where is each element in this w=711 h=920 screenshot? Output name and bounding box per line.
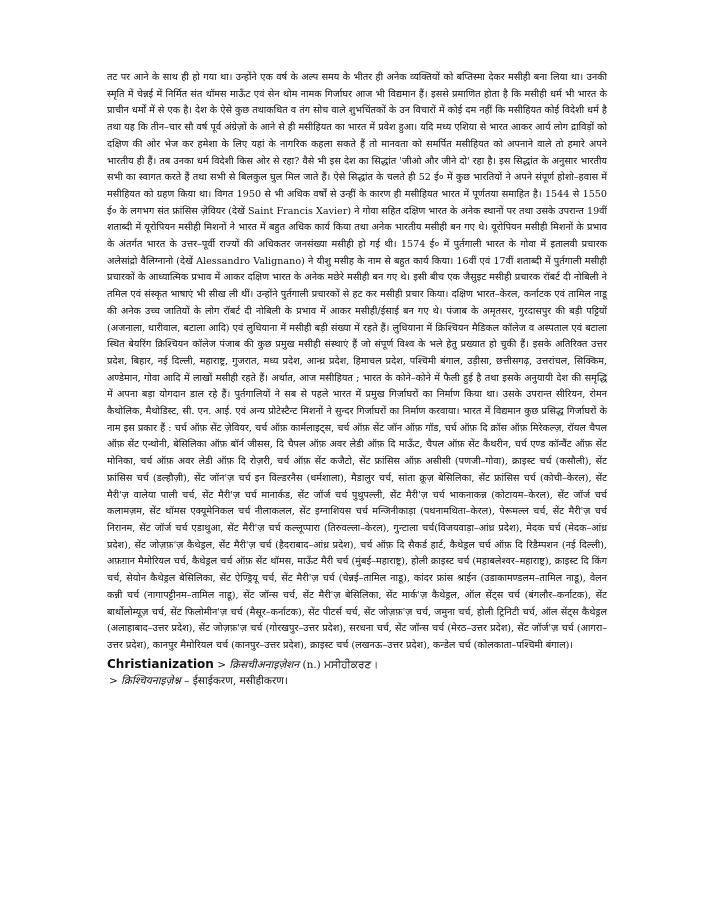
subentry-marker: > [109, 674, 118, 687]
subentry-transliteration: क्रिश्चियनाइज़ेश्न [121, 674, 181, 687]
dictionary-page [107, 70, 607, 689]
dictionary-entry [107, 656, 607, 673]
subentry-separator: – [184, 674, 190, 687]
entry-marker: > [217, 658, 227, 671]
entry-gloss: ਮਸੀਹੀਕਰਣ। [324, 658, 379, 671]
dictionary-subentry [107, 673, 607, 689]
subentry-gloss: ईसाईकरण, मसीहीकरण। [192, 674, 288, 687]
entry-headword: Christianization [107, 656, 214, 671]
entry-transliteration: क्रिसचीअनाइज़ेशन [229, 658, 300, 671]
body-paragraph: तट पर आने के साथ ही हो गया था। उन्होंने एक वर्ष के अल्प समय के भीतर ही अनेक व्यक्तियों को बप्तिस्मा देकर मसीही बना लिया था। उनकी स्मृति में चेन्नई में निर्मित संत थॉमस माऊँट एवं सेन थोम नामक गिर्जाघर आज भी विद्यमान हैं। इससे प्रमाणित होता है कि मसीही धर्म भी भारत के प्राचीन धर्मों में से एक है। देश के ऐसे कुछ तथाकथित व तंग सोच वाले शुभचिंतकों के उन विचारों में कोई दम नहीं कि मसीहियत कोई विदेशी धर्म है तथा यह कि तीन–चार सौ वर्ष पूर्व अंग्रेज़ों के आने से ही मसीहियत का भारत में प्रवेश हुआ। यदि मध्य एशिया से भारत आकर आर्य लोग द्राविड़ों को दक्षिण की ओर भेज कर हमेशा के लिए यहां के नागरिक कहला सकते हैं तो मानवता को समर्पित मसीहियत को अपनाने वाले तो हमारे अपने भारतीय ही हैं। तब उनका धर्म विदेशी किस ओर से रहा? वैसे भी इस देश का सिद्धांत 'जीओ और जीने दो' रहा है। इस सिद्धांत के अनुसार भारतीय सभी का स्वागत करते हैं तथा सभी से बिलकुल घुल मिल जाते हैं। ऐसे सिद्धांत के चलते ही 52 ई० में कुछ भारतियों ने अपने संपूर्ण होशो–हवास में मसीहियत को ग्रहण किया था। विगत 1950 से भी अधिक वर्षों से उन्हीं के कारण ही मसीहियत भारत में पूर्णतया समाहित है। 1544 से 1550 ई० के लगभग संत फ्रांसिस ज़ेवियर (देखें Saint Francis Xavier) ने गोवा सहित दक्षिण भारत के अनेक स्थानों पर तथा उसके उपरान्त 19वीं शताब्दी में यूरोपियन मसीही मिशनों ने भारत में बहुत अधिक कार्य किया तथा अनेक भारतीय मसीही बन गए थे। यूरोपियन मसीही मिशनों के प्रभाव के अंतर्गत भारत के उत्तर–पूर्वी राज्यों की अधिकतर जनसंख्या मसीही हो गई थी। 1574 ई० में पुर्तगाली भारत के गोवा में इतालवी प्रचारक अलेसांद्रो वैलिग्नानो (देखें Alessandro Valignano) ने यीशु मसीह के नाम से बहुत कार्य किया। 16वीं एवं 17वीं शताब्दी में पुर्तगाली मसीही प्रचारकों के आध्यात्मिक प्रभाव में आकर दक्षिण भारत के अनेक मछेरे मसीही बन गए थे। इसी बीच एक जैसुइट मसीही प्रचारक रॉबर्ट दी नोबिली ने तमिल एवं संस्कृत भाषाएं भी सीख ली थीं। उन्होंने पुर्तगाली प्रचारकों से हट कर मसीही प्रचार किया। दक्षिण भारत–केरल, कर्नाटक एवं तामिल नाडू की अनेक उच्च जातियों के लोग रॉबर्ट दी नोबिली के प्रभाव में आकर मसीही/ईसाई बन गए थे। पंजाब के अमृतसर, गुरदासपुर की बड़ी पट्टियों (अजनाला, धारीवाल, बटाला आदि) एवं लुधियाना में मसीही बड़ी संख्या में रहते हैं। लुधियाना में क्रिश्चियन मैडिकल कॉलेज व अस्पताल एवं बटाला स्थित बेयरिंग क्रिश्चियन कॉलेज पंजाब की कुछ प्रमुख मसीही संस्थाएं हैं जो संपूर्ण विश्व के भले हेतु प्रख्यात हो चुकी हैं। इसके अतिरिक्त उत्तर प्रदेश, बिहार, नई दिल्ली, महाराष्ट्र, गुजरात, मध्य प्रदेश, आन्ध्र प्रदेश, हिमाचल प्रदेश, पश्चिमी बंगाल, उड़ीसा, छत्तीसगढ़, उत्तरांचल, सिक्किम, अण्डेमान, गोवा आदि में लाखों मसीही रहते हैं। अर्थात, आज मसीहियत ; भारत के कोने–कोने में फैली हुई है तथा इसके अनुयायी देश की समृद्धि में अपना बड़ा योगदान डाल रहे हैं। पुर्तगालियों ने सब से पहले भारत में प्रमुख गिर्जाघरों का निर्माण किया था। उसके उपरान्त सीरियन, रोमन कैथोलिक, मैथोडिस्ट, सी. एन. आई. एवं अन्य प्रोटेस्टैन्ट मिशनों ने सुन्दर गिर्जाघरों का निर्माण करवाया। भारत में विद्यमान कुछ प्रसिद्ध गिर्जाघरों के नाम इस प्रकार हैं : चर्च ऑफ़ सेंट ज़ेवियर, चर्च ऑफ़ कार्मलाइट्स, चर्च ऑफ़ सेंट जॉन ऑफ़ गॉड, चर्च ऑफ़ दि क्रॉस ऑफ़ मिरेकल्ज़, रॉयल चैपल ऑफ़ सेंट एन्थोनी, बेसिलिका ऑफ़ बॉर्न जीसस, दि चैपल ऑफ़ अवर लेडी ऑफ़ दि माऊँट, चैपल ऑफ़ सेंट कैथरीन, चर्च एण्ड कॉन्वैंट ऑफ़ सेंट मोनिका, चर्च ऑफ़ अवर लेडी ऑफ़ दि रोज़री, चर्च ऑफ़ सेंट कजैटो, सेंट फ्रांसिस ऑफ़ असीसी (पणजी–गोवा), क्राइस्ट चर्च (कसौली), सेंट फ्रांसिस चर्च (डल्हौज़ी), सेंट जॉन'ज़ चर्च इन विल्डरनैस (धर्मशाला), मैडालुर चर्च, सांता क्रूज़ बेसिलिका, सेंट फ्रांसिस चर्च (कोची–केरल), सेंट मैरी'ज़ वालेया पाली चर्च, सेंट मैरी'ज़ चर्च मानार्कड, सेंट जॉर्ज चर्च पुथुपल्ली, सेंट मैरी'ज़ चर्च भाकनाकन्न (कोटायम–केरल), सेंट जॉर्ज चर्च कलामज़म, सेंट थॉमस एक्यूमेनिकल चर्च नीलाकलल, सेंट इग्नाशियस चर्च मन्जिनीकाड़ा (पथनामथिता–केरल), पेरूमल्ल चर्च, सेंट मैरी'ज़ चर्च निरानम, सेंट जॉर्ज चर्च एडाथुआ, सेंट मैरी'ज़ चर्च कल्लूप्पारा (तिरुवल्ला–केरल), गुन्टाला चर्च(विजयवाड़ा–आंध्र प्रदेश), मेदक चर्च (मेदक–आंध्र प्रदेश), सेंट जोज़फ़'ज़ कैथेड्रल, सेंट मैरी'ज़ चर्च (हैदराबाद–आंध्र प्रदेश), चर्च ऑफ़ दि सैकर्ड हार्ट, कैथेड्रल चर्च ऑफ़ दि रिडैम्पशन (नई दिल्ली), अफ़ग़ान मैमोरियल चर्च, कैथेड्रल चर्च ऑफ़ सेंट थॉमस, माऊँट मैरी चर्च (मुंबई–महाराष्ट्र), होली क्राइस्ट चर्च (महाबलेश्वर–महाराष्ट्र), क्राइस्ट दि किंग चर्च, सेयोन कैथेड्रल बेसिलिका, सेंट ऐण्ड्रियू चर्च, सेंट मैरी'ज़ चर्च (चेन्नई–तामिल नाडू), कांदर फ्रांस श्राईन (उडाकामण्डलम–तामिल नाडू), वेलन कन्नी चर्च (नागापट्टीनम–तामिल नाडू), सेंट जॉन्स चर्च, सेंट मैरी'ज़ बेसिलिका, सेंट मार्क'ज़ कैथेड्रल, ऑल सेंट्स चर्च (बंगलौर–कर्नाटक), सेंट बार्थोलोम्यूज़ चर्च, सेंट फिलोमीन'ज़ चर्च (मैसूर–कर्नाटक), सेंट पीटर्स चर्च, सेंट जोज़फ़'ज़ चर्च, जमुना चर्च, होली ट्रिनिटी चर्च, ऑल सेंट्स कैथेड्रल (अलाहाबाद–उत्तर प्रदेश), सेंट जोज़फ़'ज़ चर्च (गोरखपुर–उत्तर प्रदेश), सरधना चर्च, सेंट जॉन्स चर्च (मेरठ–उत्तर प्रदेश), सेंट जॉर्ज'ज़ चर्च (आगरा–उत्तर प्रदेश), कानपुर मैमोरियल चर्च (कानपुर–उत्तर प्रदेश), क्राइस्ट चर्च (लखनऊ–उत्तर प्रदेश), कन्डेल चर्च (कोलकाता–पश्चिमी बंगाल)। [107, 72, 607, 651]
entry-part-of-speech: (n.) [302, 658, 321, 671]
